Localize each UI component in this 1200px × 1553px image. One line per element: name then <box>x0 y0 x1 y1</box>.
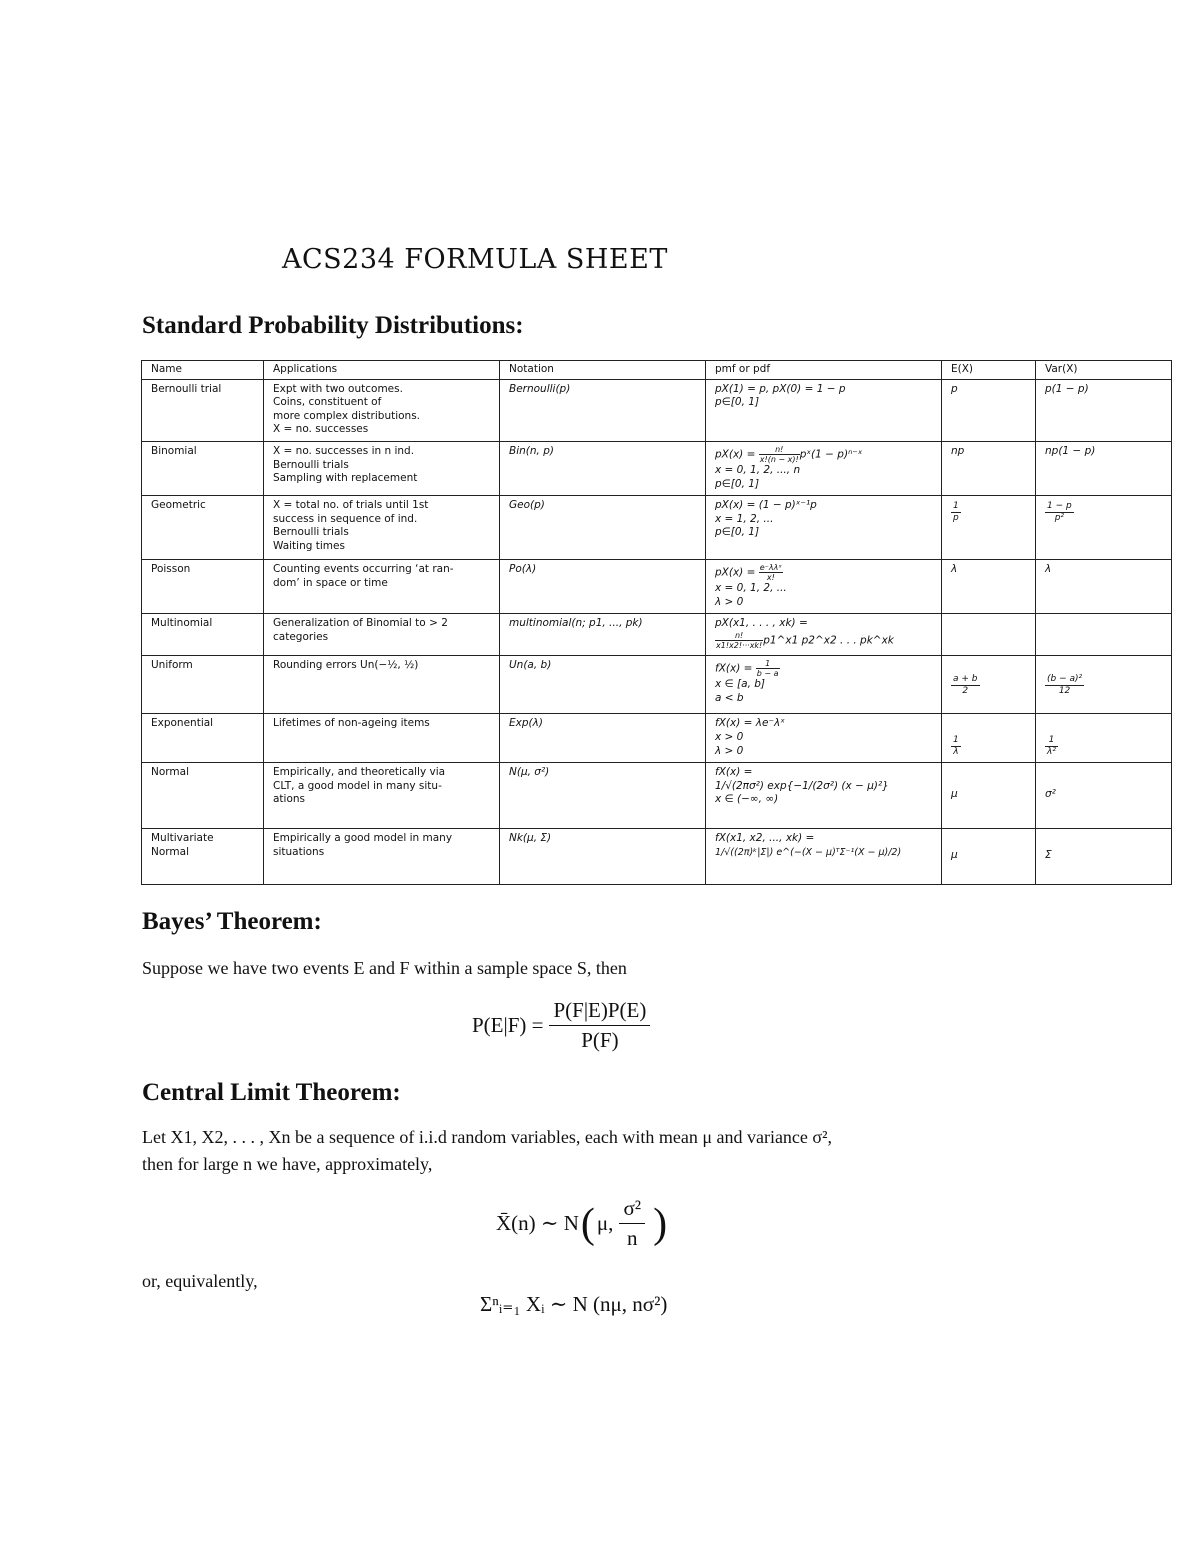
cell-pdf: pX(1) = p, pX(0) = 1 − p p∈[0, 1] <box>706 379 942 441</box>
header-applications: Applications <box>264 361 500 380</box>
cell-variance: $\frac{1}{\text{λ²}}$ <box>1036 714 1172 763</box>
bayes-lhs: P(E|F) = <box>472 1013 544 1037</box>
cell-name: Multivariate Normal <box>142 829 264 885</box>
cell-applications: Empirically a good model in many situations <box>264 829 500 885</box>
table-row <box>142 496 1172 560</box>
cell-notation: Exp(λ) <box>500 714 706 763</box>
cell-applications: Generalization of Binomial to > 2 categories <box>264 614 500 656</box>
cell-variance: Σ <box>1036 829 1172 885</box>
cell-variance: np(1 − p) <box>1036 441 1172 495</box>
cell-variance: $\frac{1 - p}{\text{p²}}$ <box>1036 496 1172 560</box>
cell-mean: μ <box>942 763 1036 829</box>
cell-notation: Bin(n, p) <box>500 441 706 495</box>
cell-notation: Po(λ) <box>500 560 706 614</box>
bayes-numerator: P(F|E)P(E) <box>549 998 650 1026</box>
header-variance: Var(X) <box>1036 361 1172 380</box>
header-name: Name <box>142 361 264 380</box>
cell-mean: $\frac{1}{p}$ <box>942 496 1036 560</box>
page-title: ACS234 FORMULA SHEET <box>282 244 668 275</box>
header-pdf: pmf or pdf <box>706 361 942 380</box>
cell-applications: Lifetimes of non-ageing items <box>264 714 500 763</box>
cell-name: Normal <box>142 763 264 829</box>
section-heading-bayes: Bayes’ Theorem: <box>142 908 322 935</box>
cell-name: Exponential <box>142 714 264 763</box>
cell-mean: p <box>942 379 1036 441</box>
distributions-table <box>141 360 1172 885</box>
cell-variance: σ² <box>1036 763 1172 829</box>
bayes-denominator: P(F) <box>581 1028 619 1052</box>
cell-mean <box>942 614 1036 656</box>
table-row <box>142 379 1172 441</box>
cell-pdf: pX(x) = (1 − p)ˣ⁻¹p x = 1, 2, ... p∈[0, 1] <box>706 496 942 560</box>
cell-variance: p(1 − p) <box>1036 379 1172 441</box>
table-row <box>142 614 1172 656</box>
cell-mean: μ <box>942 829 1036 885</box>
cell-name: Uniform <box>142 656 264 714</box>
cell-pdf: fX(x) = $\frac{1}{b - a}$ x ∈ [a, b] a < b <box>706 656 942 714</box>
table-row <box>142 763 1172 829</box>
section-heading-clt: Central Limit Theorem: <box>142 1079 401 1106</box>
table-row <box>142 560 1172 614</box>
clt-or-text: or, equivalently, <box>142 1271 258 1291</box>
bayes-fraction <box>549 998 650 1053</box>
cell-notation: Un(a, b) <box>500 656 706 714</box>
bayes-intro: Suppose we have two events E and F within a sample space S, then <box>142 958 627 978</box>
cell-notation: Bernoulli(p) <box>500 379 706 441</box>
cell-pdf: fX(x) = λe⁻λˣ x > 0 λ > 0 <box>706 714 942 763</box>
cell-mean: np <box>942 441 1036 495</box>
cell-mean: λ <box>942 560 1036 614</box>
cell-variance: λ <box>1036 560 1172 614</box>
cell-applications: X = total no. of trials until 1st success in sequence of ind. Bernoulli trials Waiting times <box>264 496 500 560</box>
cell-applications: Counting events occurring ‘at ran- dom’ in space or time <box>264 560 500 614</box>
cell-applications: Expt with two outcomes. Coins, constituent of more complex distributions. X = no. successes <box>264 379 500 441</box>
cell-applications: X = no. successes in n ind. Bernoulli trials Sampling with replacement <box>264 441 500 495</box>
cell-name: Geometric <box>142 496 264 560</box>
clt-intro: Let X1, X2, . . . , Xn be a sequence of i.i.d random variables, each with mean μ and variance σ², then for large n we have, approximately, <box>142 1127 833 1174</box>
table-row <box>142 441 1172 495</box>
bayes-formula <box>472 998 656 1053</box>
clt-formula-mean: X̄(n) ∼ N ( μ, $\frac{\text{σ²}}{n}$ ) <box>496 1196 668 1250</box>
cell-notation: Geo(p) <box>500 496 706 560</box>
cell-pdf: fX(x) = 1/√(2πσ²) exp{−1/(2σ²) (x − μ)²} x ∈ (−∞, ∞) <box>706 763 942 829</box>
section-heading-distributions: Standard Probability Distributions: <box>142 312 524 339</box>
cell-notation: multinomial(n; p1, ..., pk) <box>500 614 706 656</box>
cell-name: Multinomial <box>142 614 264 656</box>
header-notation: Notation <box>500 361 706 380</box>
cell-pdf: pX(x1, . . . , xk) = $\frac{n!}{x1!x2!\cdot\cdot\cdot xk!}$ p1^x1 p2^x2 . . . pk^xk <box>706 614 942 656</box>
cell-name: Binomial <box>142 441 264 495</box>
cell-variance <box>1036 614 1172 656</box>
cell-mean: $\frac{a + b}{2}$ <box>942 656 1036 714</box>
cell-notation: Nk(μ, Σ) <box>500 829 706 885</box>
cell-notation: N(μ, σ²) <box>500 763 706 829</box>
cell-pdf: pX(x) = $\frac{\text{e⁻λλˣ}}{x!}$ x = 0, 1, 2, ... λ > 0 <box>706 560 942 614</box>
cell-pdf: fX(x1, x2, ..., xk) = 1/√((2π)ᵏ|Σ|) e^(−(X − μ)ᵀΣ⁻¹(X − μ)/2) <box>706 829 942 885</box>
cell-name: Bernoulli trial <box>142 379 264 441</box>
cell-name: Poisson <box>142 560 264 614</box>
cell-mean: $\frac{1}{\lambda}$ <box>942 714 1036 763</box>
cell-applications: Rounding errors Un(−½, ½) <box>264 656 500 714</box>
table-row <box>142 714 1172 763</box>
table-row <box>142 656 1172 714</box>
cell-pdf: pX(x) = $\frac{n!}{x!(n - x)!}$ pˣ(1 − p)ⁿ⁻ˣ x = 0, 1, 2, ..., n p∈[0, 1] <box>706 441 942 495</box>
table-header-row <box>142 361 1172 380</box>
table-row <box>142 829 1172 885</box>
cell-variance: $\frac{\text{(b − a)²}}{12}$ <box>1036 656 1172 714</box>
clt-formula-sum: Σⁿᵢ₌₁ Xᵢ ∼ N (nμ, nσ²) <box>480 1292 668 1316</box>
cell-applications: Empirically, and theoretically via CLT, a good model in many situ- ations <box>264 763 500 829</box>
header-mean: E(X) <box>942 361 1036 380</box>
